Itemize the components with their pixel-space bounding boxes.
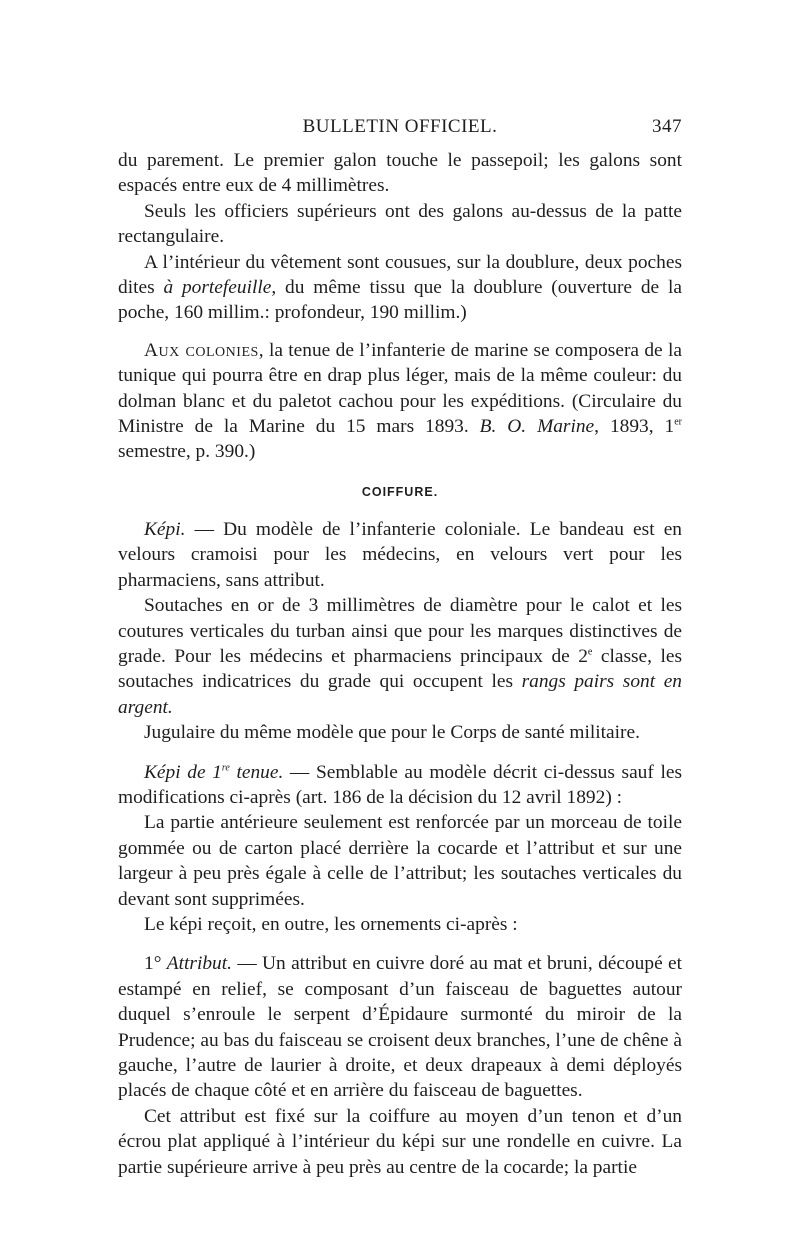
soutaches-text-a: Soutaches en or de 3 millimètres de diamètre pour le calot et les coutures verticales du turban ainsi que pour les marques distinctives de grade. Pour les médecins et pharmaciens principaux de 2 — [118, 595, 682, 667]
paragraph-colonies — [118, 338, 682, 465]
paragraph-superior-officers: Seuls les officiers supérieurs ont des galons au-dessus de la patte rectangulaire. — [118, 200, 682, 248]
attribut-number: 1° — [144, 953, 162, 975]
kepi-first-dress-label-b: tenue. — [229, 761, 284, 783]
kepi-first-dress-label — [144, 762, 283, 783]
paragraph-attribut — [118, 951, 682, 1103]
kepi-first-dress-label-a: Képi de 1 — [144, 761, 222, 783]
attribut-label: Attribut. — [166, 953, 232, 975]
paragraph-jugulaire: Jugulaire du même modèle que pour le Corps de santé militaire. — [144, 722, 640, 744]
paragraph-kepi-first-dress — [118, 760, 682, 811]
pockets-text-a: A l’intérieur du vêtement sont cousues, sur la doublure, deux poches dites — [118, 251, 682, 299]
kepi-text: — Du modèle de l’infanterie coloniale. Le bandeau est en velours cramoisi pour les médecins, en velours vert pour les pharmaciens, sans attribut. — [118, 518, 682, 591]
colonies-text-a: , la tenue de l’infanterie de marine se composera de la tunique qui pourra être en drap plus léger, mais de la même couleur: du dolman blanc et du paletot cachou pour les expéditions. (Circulaire du Ministre de la Marine du 15 mars 1893. — [118, 339, 682, 438]
paragraph-continued: du parement. Le premier galon touche le passepoil; les galons sont espacés entre eux de 4 millimètres. — [118, 150, 682, 197]
body-text — [118, 148, 682, 1180]
pockets-text-b: , du même tissu que la doublure (ouverture de la poche, 160 millim.: profondeur, 190 millim.) — [118, 277, 682, 324]
colonies-lead: Aux colonies — [144, 339, 259, 361]
section-heading: COIFFURE. — [361, 484, 439, 499]
kepi-first-dress-superscript: re — [221, 762, 230, 774]
colonies-text-b: , 1893, 1 — [594, 416, 675, 438]
colonies-superscript: er — [674, 416, 682, 428]
paragraph-pockets — [118, 250, 682, 326]
paragraph-front-part: La partie antérieure seulement est renforcée par un morceau de toile gommée ou de carton placé derrière la cocarde et l’attribut et sur une largeur à peu près égale à celle de l’attribut; les soutaches verticales du devant sont supprimées. — [118, 812, 682, 910]
colonies-citation: B. O. Marine — [479, 416, 595, 438]
running-header — [118, 116, 682, 146]
paragraph-ornaments-intro: Le képi reçoit, en outre, les ornements ci-après : — [144, 913, 518, 935]
soutaches-emphasis: rangs pairs sont en argent. — [118, 671, 682, 718]
paragraph-attribut-fixing: Cet attribut est fixé sur la coiffure au moyen d’un tenon et d’un écrou plat appliqué à l’intérieur du képi sur une rondelle en cuivre. La partie supérieure arrive à peu près au centre de la cocarde; la partie — [118, 1105, 682, 1178]
header-title: BULLETIN OFFICIEL. — [302, 116, 498, 137]
page-number: 347 — [652, 116, 682, 137]
paragraph-kepi — [118, 517, 682, 593]
soutaches-superscript: e — [587, 646, 593, 658]
pockets-emphasis: à portefeuille — [163, 277, 272, 299]
soutaches-text-b: classe, les soutaches indicatrices du grade qui occupent les — [118, 645, 682, 693]
attribut-text: — Un attribut en cuivre doré au mat et bruni, découpé et estampé en relief, se composant d’un faisceau de baguettes autour duquel s’enroule le serpent d’Épidaure surmonté du miroir de la Prudence; au bas du faisceau se croisent deux branches, l’une de chêne à gauche, l’autre de laurier à droite, et deux drapeaux à demi déployés placés de chaque côté et en arrière du faisceau de baguettes. — [118, 953, 682, 1102]
kepi-label: Képi. — [144, 518, 186, 540]
kepi-first-dress-text: — Semblable au modèle décrit ci-dessus sauf les modifications ci-après (art. 186 de la décision du 12 avril 1892) : — [118, 761, 682, 808]
paragraph-soutaches — [118, 593, 682, 720]
colonies-text-c: semestre, p. 390.) — [118, 441, 256, 463]
